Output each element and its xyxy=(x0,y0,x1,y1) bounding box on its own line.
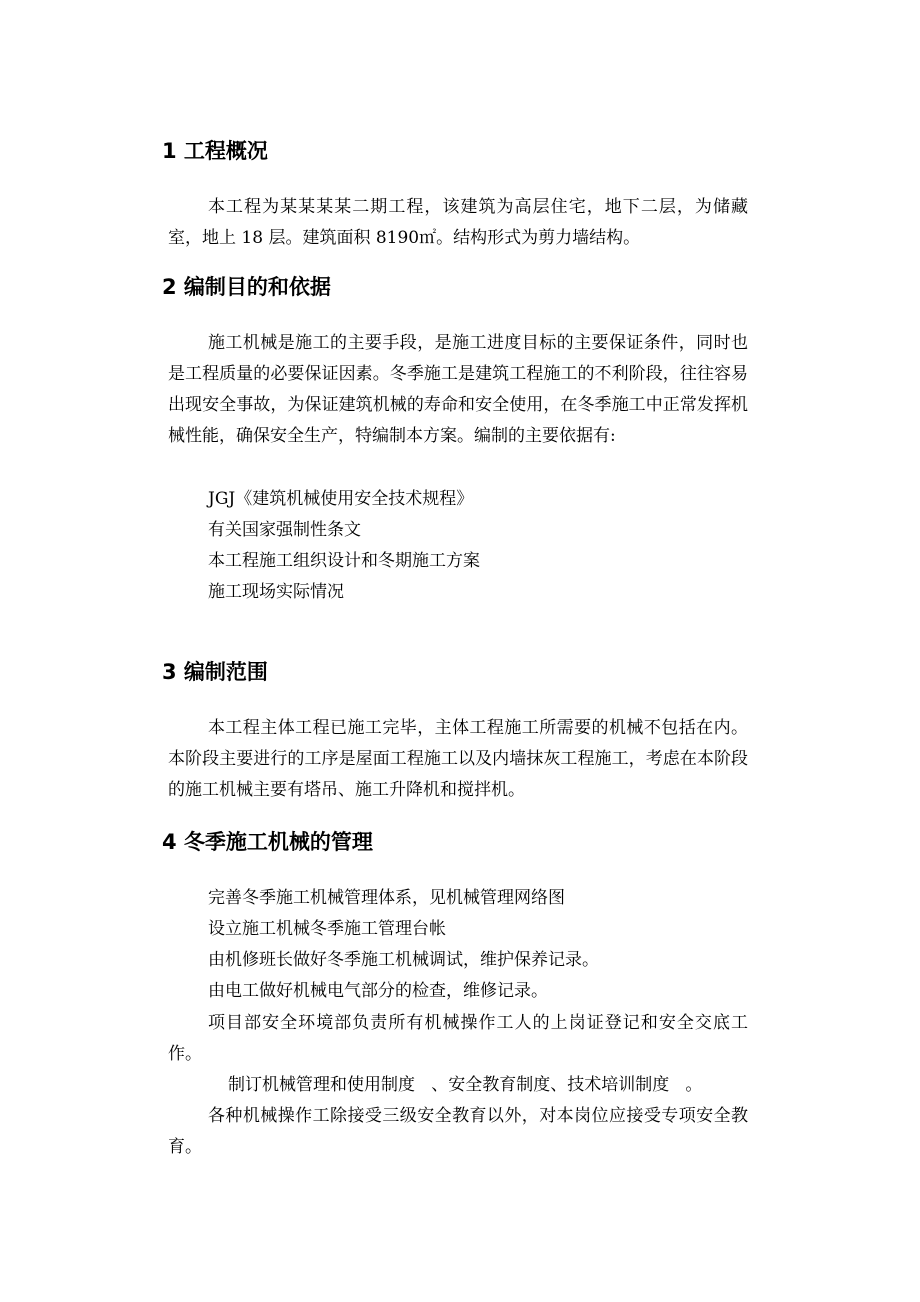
management-item: 设立施工机械冬季施工管理台帐 xyxy=(208,919,446,939)
section-2-paragraph: 施工机械是施工的主要手段，是施工进度目标的主要保证条件，同时也是工程质量的必要保证因素。冬季施工是建筑工程施工的不利阶段，往往容易出现安全事故，为保证建筑机械的寿命和安全使用，在冬季施工中正常发挥机械性能，确保安全生产，特编制本方案。编制的主要依据有: xyxy=(168,333,748,446)
section-heading-2: 2 编制目的和依据 xyxy=(162,275,331,299)
basis-item: 本工程施工组织设计和冬期施工方案 xyxy=(208,551,480,571)
management-item: 由电工做好机械电气部分的检查，维修记录。 xyxy=(208,981,548,1001)
basis-item: 有关国家强制性条文 xyxy=(208,520,361,540)
management-item: 由机修班长做好冬季施工机械调试，维护保养记录。 xyxy=(208,950,599,970)
section-heading-1: 1 工程概况 xyxy=(162,139,268,163)
section-1-paragraph: 本工程为某某某某二期工程，该建筑为高层住宅，地下二层，为储藏室，地上 18 层。建筑面积 8190㎡。结构形式为剪力墙结构。 xyxy=(168,197,748,248)
management-paragraph: 各种机械操作工除接受三级安全教育以外，对本岗位应接受专项安全教育。 xyxy=(168,1106,748,1157)
management-paragraph: 项目部安全环境部负责所有机械操作工人的上岗证登记和安全交底工作。 xyxy=(168,1013,748,1064)
management-paragraph: 制订机械管理和使用制度 、安全教育制度、技术培训制度 。 xyxy=(228,1075,703,1095)
basis-item: 施工现场实际情况 xyxy=(208,582,344,602)
basis-item: JGJ《建筑机械使用安全技术规程》 xyxy=(208,489,474,509)
section-heading-4: 4 冬季施工机械的管理 xyxy=(162,830,373,854)
section-heading-3: 3 编制范围 xyxy=(162,660,268,684)
section-3-paragraph: 本工程主体工程已施工完毕，主体工程施工所需要的机械不包括在内。本阶段主要进行的工序是屋面工程施工以及内墙抹灰工程施工，考虑在本阶段的施工机械主要有塔吊、施工升降机和搅拌机。 xyxy=(168,718,748,800)
management-item: 完善冬季施工机械管理体系，见机械管理网络图 xyxy=(208,888,565,908)
